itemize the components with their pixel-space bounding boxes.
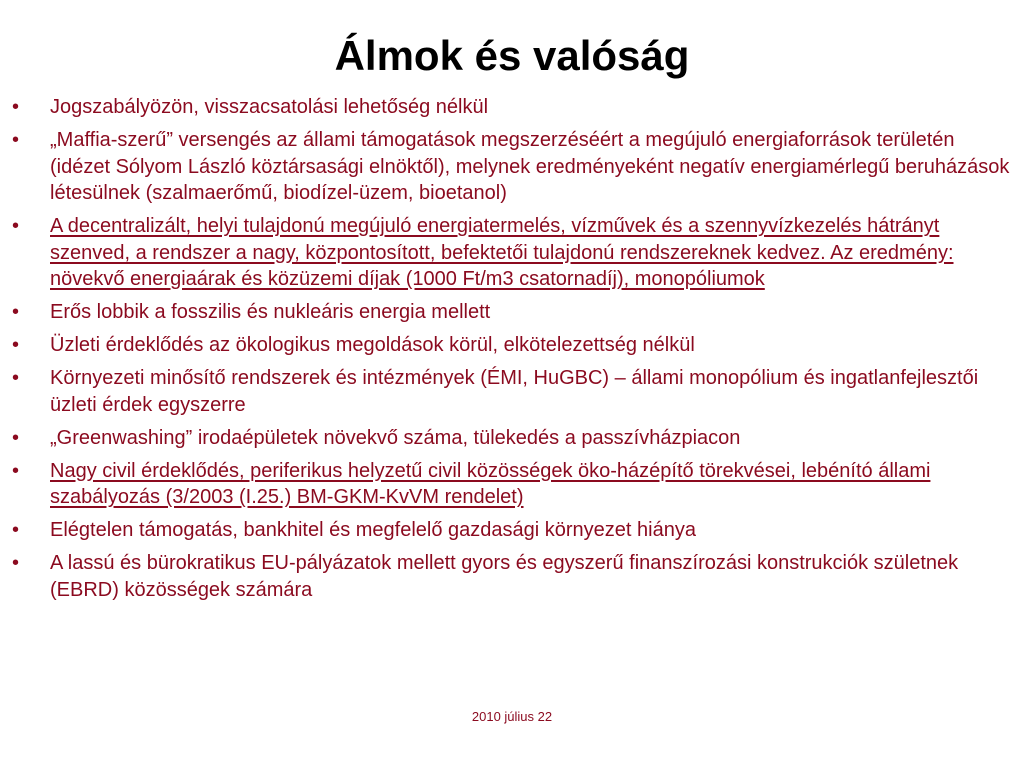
bullet-item bbox=[8, 550, 1014, 603]
bullet-marker: • bbox=[12, 96, 20, 118]
bullet-text: Jogszabályözön, visszacsatolási lehetőség nélkül bbox=[50, 96, 489, 118]
bullet-marker: • bbox=[12, 129, 20, 151]
bullet-item bbox=[8, 94, 1014, 121]
bullet-list bbox=[8, 94, 1014, 610]
bullet-marker: • bbox=[12, 367, 20, 389]
bullet-text: Környezeti minősítő rendszerek és intézmények (ÉMI, HuGBC) – állami monopólium és ingatlanfejlesztői üzleti érdek egyszerre bbox=[50, 367, 979, 416]
bullet-item bbox=[8, 365, 1014, 418]
bullet-text: A lassú és bürokratikus EU-pályázatok mellett gyors és egyszerű finanszírozási konstrukciók születnek (EBRD) közösségek számára bbox=[50, 552, 959, 601]
bullet-text-underlined: Nagy civil érdeklődés, periferikus helyzetű civil közösségek öko-házépítő törekvései, lebénító állami szabályozás (3/2003 (I.25.) BM-GKM-KvVM rendelet) bbox=[50, 459, 931, 508]
slide-title: Álmok és valóság bbox=[334, 32, 690, 79]
bullet-marker: • bbox=[12, 459, 20, 482]
bullet-text: Üzleti érdeklődés az ökologikus megoldások körül, elkötelezettség nélkül bbox=[50, 334, 695, 356]
bullet-item bbox=[8, 425, 1014, 452]
bullet-text: Elégtelen támogatás, bankhitel és megfelelő gazdasági környezet hiánya bbox=[50, 519, 696, 541]
bullet-item bbox=[8, 332, 1014, 359]
bullet-text: „Greenwashing” irodaépületek növekvő száma, tülekedés a passzívházpiacon bbox=[50, 426, 741, 449]
bullet-item bbox=[8, 213, 1014, 293]
bullet-item bbox=[8, 517, 1014, 544]
bullet-marker: • bbox=[12, 301, 20, 323]
bullet-marker: • bbox=[12, 519, 20, 541]
bullet-text-underlined: A decentralizált, helyi tulajdonú megújuló energiatermelés, vízművek és a szennyvízkezelés hátrányt szenved, a rendszer a nagy, központosított, befektetői tulajdonú rendszereknek kedvez. Az eredmény: növekvő energiaárak és közüzemi díjak (1000 Ft/m3 csatornadíj), monopóliumok bbox=[50, 215, 954, 290]
bullet-marker: • bbox=[12, 552, 20, 574]
bullet-text: „Maffia-szerű” versengés az állami támogatások megszerzéséért a megújuló energiaforrások területén (idézet Sólyom László köztársasági elnöktől), melynek eredményeként negatív energiamérlegű beruházások létesülnek (szalmaerőmű, biodízel-üzem, bioetanol) bbox=[50, 129, 1010, 204]
bullet-text: Erős lobbik a fosszilis és nukleáris energia mellett bbox=[50, 301, 491, 323]
bullet-item bbox=[8, 458, 1014, 511]
bullet-marker: • bbox=[12, 334, 20, 356]
bullet-item bbox=[8, 299, 1014, 326]
bullet-marker: • bbox=[12, 426, 20, 449]
slide-footer-date: 2010 július 22 bbox=[471, 709, 553, 724]
bullet-marker: • bbox=[12, 215, 20, 237]
bullet-item bbox=[8, 127, 1014, 207]
